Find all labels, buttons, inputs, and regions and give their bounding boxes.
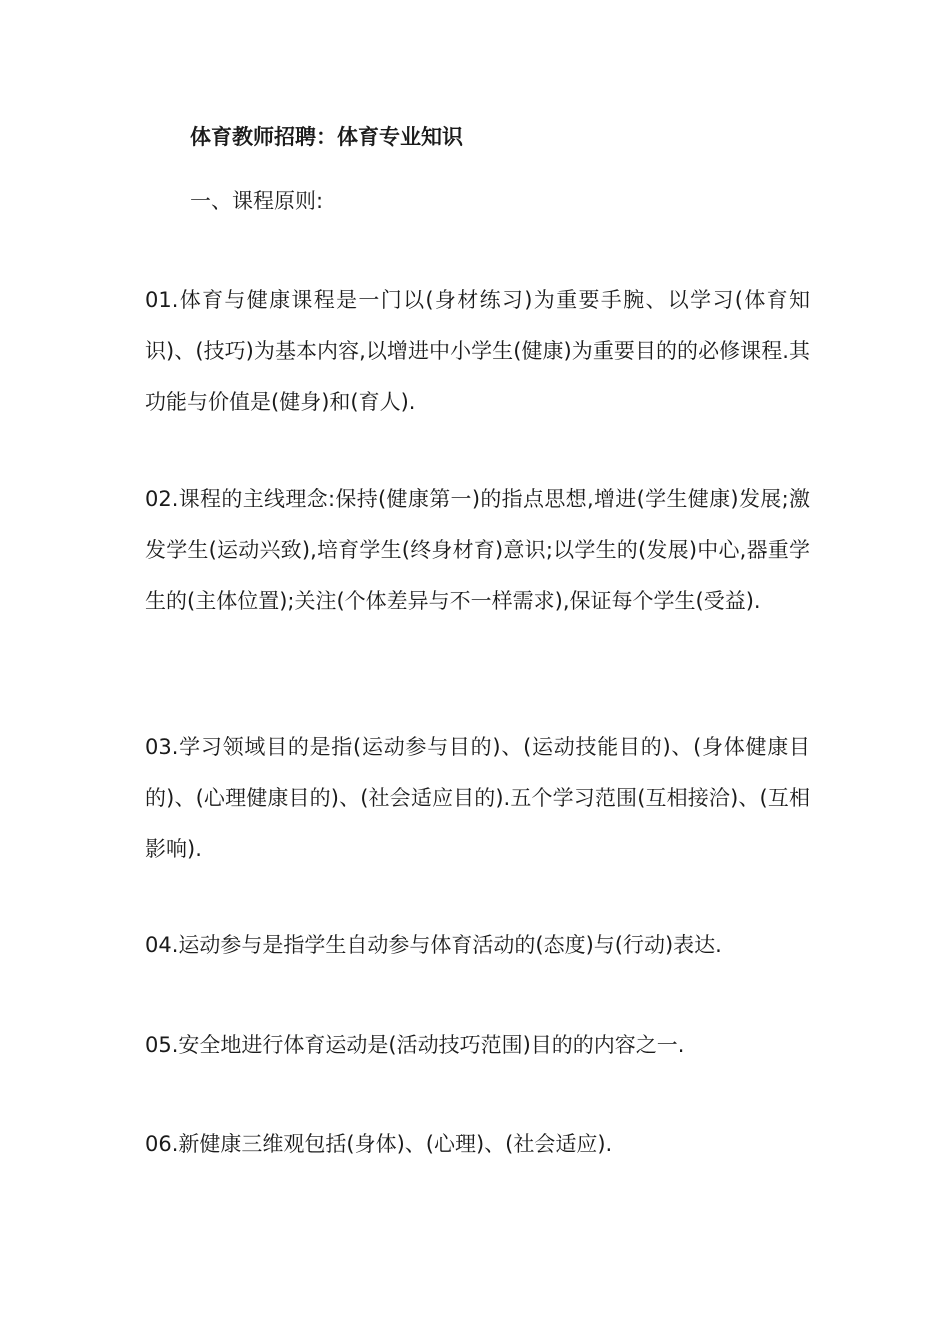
paragraph-02: 02.课程的主线理念:保持(健康第一)的指点思想,增进(学生健康)发展;激发学生(运动兴致),培育学生(终身材育)意识;以学生的(发展)中心,器重学生的(主体位置);关注(个体差异与不一样需求),保证每个学生(受益). xyxy=(145,487,810,613)
document-title: 体育教师招聘：体育专业知识 xyxy=(190,125,463,149)
paragraph-03: 03.学习领域目的是指(运动参与目的)、(运动技能目的)、(身体健康目的)、(心理健康目的)、(社会适应目的).五个学习范围(互相接洽)、(互相影响). xyxy=(145,735,810,861)
paragraph-05: 05.安全地进行体育运动是(活动技巧范围)目的的内容之一. xyxy=(145,1033,685,1057)
paragraph-01: 01.体育与健康课程是一门以(身材练习)为重要手腕、以学习(体育知识)、(技巧)为基本内容,以增进中小学生(健康)为重要目的的必修课程.其功能与价值是(健身)和(育人). xyxy=(145,288,810,414)
paragraph-04: 04.运动参与是指学生自动参与体育活动的(态度)与(行动)表达. xyxy=(145,933,722,957)
paragraph-06: 06.新健康三维观包括(身体)、(心理)、(社会适应). xyxy=(145,1132,613,1156)
section-heading: 一、课程原则: xyxy=(190,189,324,213)
